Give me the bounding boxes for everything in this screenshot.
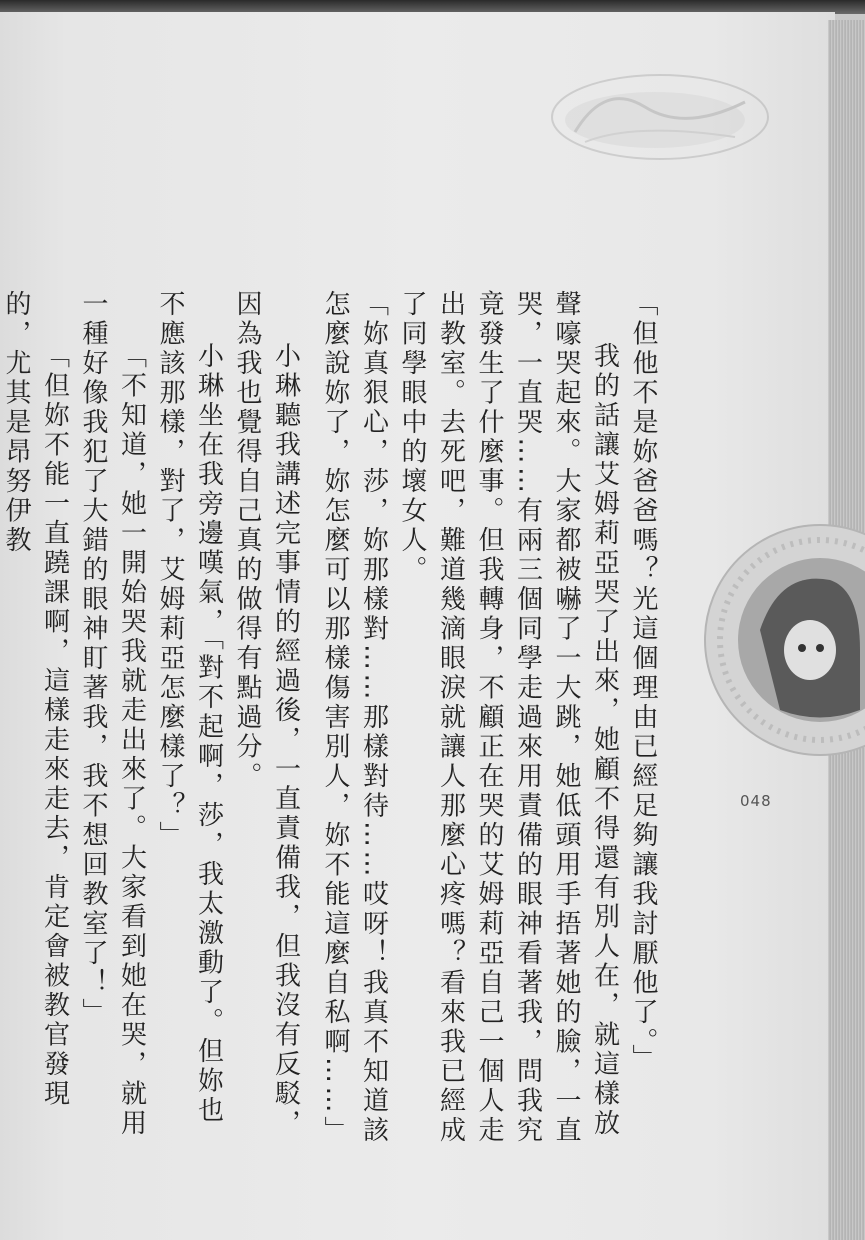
vertical-text-body <box>1 290 662 1150</box>
paragraph-quote-3: 「不知道，她一開始哭我就走出來了。大家看到她在哭，就用一種好像我犯了大錯的眼神盯著我，我不想回教室了！」 <box>78 290 147 1139</box>
paragraph-quote-4: 「但妳不能一直蹺課啊，這樣走來走去，肯定會被教官發現的，尤其是昂努伊教 <box>1 290 70 1109</box>
paragraph-narration-1: 我的話讓艾姆莉亞哭了出來，她顧不得還有別人在，就這樣放聲嚎哭起來。大家都被嚇了一大跳，她低頭用手捂著她的臉，一直哭，一直哭……有兩三個同學走過來用責備的眼神看著我，問我究竟發生了什麼事。但我轉身，不顧正在哭的艾姆莉亞自己一個人走出教室。去死吧，難道幾滴眼淚就讓人那麼心疼嗎？看來我已經成了同學眼中的壞女人。 <box>397 290 620 1146</box>
paragraph-narration-2: 小琳聽我講述完事情的經過後，一直責備我，但我沒有反駁，因為我也覺得自己真的做得有點過分。 <box>232 290 301 1139</box>
faded-header-logo-icon <box>545 62 775 172</box>
paragraph-quote-2: 「妳真狠心，莎，妳那樣對……那樣對待……哎呀！我真不知道該怎麼說妳了，妳怎麼可以那樣傷害別人，妳不能這麼自私啊……」 <box>320 290 389 1146</box>
paragraph-quote-1: 「但他不是妳爸爸嗎？光這個理由已經足夠讓我討厭他了。」 <box>628 290 658 1074</box>
lace-frame-illustration-icon <box>700 510 865 770</box>
page-number: 048 <box>740 792 772 810</box>
paragraph-narration-3: 小琳坐在我旁邊嘆氣，「對不起啊，莎，我太激動了。但妳也不應該那樣，對了，艾姆莉亞怎麼樣了？」 <box>155 290 224 1126</box>
